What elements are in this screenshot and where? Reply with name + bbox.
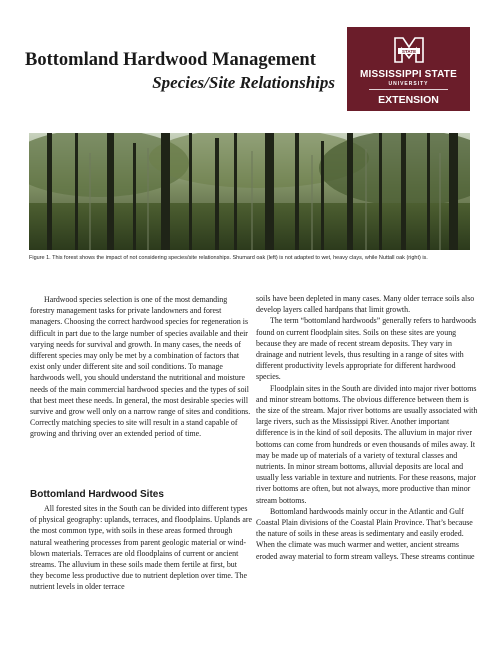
section-heading: Bottomland Hardwood Sites — [30, 489, 164, 500]
page-title: Bottomland Hardwood Management — [25, 50, 316, 70]
right-column — [256, 293, 478, 562]
logo-divider — [369, 89, 448, 90]
right-paragraph-4: Bottomland hardwoods mainly occur in the Atlantic and Gulf Coastal Plain divisions of the Coastal Plain Province. That’s because the nature of soils in these areas is sedimentary and easily eroded. When the climate was much warmer and wetter, ancient streams eroded away material to form stream valleys. These streams continue — [256, 506, 475, 561]
intro-paragraph: Hardwood species selection is one of the most demanding forestry management tasks for private landowners and forest managers. Choosing the correct hardwood species for regeneration is difficult in part due to the large number of species available and their varying needs for survival and growth. In many cases, the needs of different species may only be met by a combination of factors that exist only under different site and soil conditions. To manage hardwoods well, you should understand the nutritional and moisture needs of the main commercial hardwood species and the types of soil that best meet these needs. In general, the most desirable species will survive and grow well only on a narrow range of sites and conditions. Correctly matching species to site will result in a stand capable of growing and thriving over an extended period of time. — [30, 295, 251, 439]
msu-extension-logo — [347, 27, 470, 111]
right-paragraph-3: Floodplain sites in the South are divided into major river bottoms and minor stream bottoms. The obvious difference between them is the size of the stream. Major river bottoms are usually associated with large rivers, such as the Mississippi River. Another important difference is in the kind of soil deposits. The alluvium in major river bottoms can come from hundreds or even thousands of miles away. It may be made up of materials of a variety of textural classes and nutrients. In minor stream bottoms, alluvial deposits are local and usually less variable in texture and nutrients. For these reasons, major river bottoms are often, but not always, more productive than minor stream bottoms. — [256, 383, 478, 505]
sites-column — [30, 503, 252, 593]
sites-paragraph: All forested sites in the South can be divided into different types of physical geography: uplands, terraces, and floodplains. Uplands are the most common type, with soils in these areas formed through natural weathering processes from parent geologic material or wind-blown materials. Terraces are old floodplains of current or ancient streams. The alluvium in these soils made them fertile at first, but they become less productive due to nutrient depletion over time. The nutrient levels in older terrace — [30, 504, 252, 592]
logo-university-name: MISSISSIPPI STATE — [360, 69, 457, 80]
right-paragraph-2: The term “bottomland hardwoods” generally refers to hardwoods found on current floodplain sites. Soils on these sites are young because they are made of recent stream deposits. They vary in drainage and nutrient levels, thus resulting in a range of sites with different productivity levels appropriate for different hardwood species. — [256, 316, 477, 382]
right-paragraph-1: soils have been depleted in many cases. Many older terrace soils also develop layers called hardpans that limit growth. — [256, 294, 475, 315]
figure-caption: Figure 1. This forest shows the impact of not considering species/site relationships. Shumard oak (left) is not adapted to wet, heavy clays, while Nuttall oak (right) is. — [29, 255, 428, 261]
page-subtitle: Species/Site Relationships — [152, 73, 335, 92]
forest-photo — [29, 133, 470, 250]
svg-text:STATE: STATE — [401, 48, 417, 54]
state-m-logo-icon — [392, 35, 426, 65]
logo-extension-word: EXTENSION — [378, 94, 439, 106]
intro-column — [30, 294, 252, 440]
logo-university-word: UNIVERSITY — [388, 81, 429, 87]
